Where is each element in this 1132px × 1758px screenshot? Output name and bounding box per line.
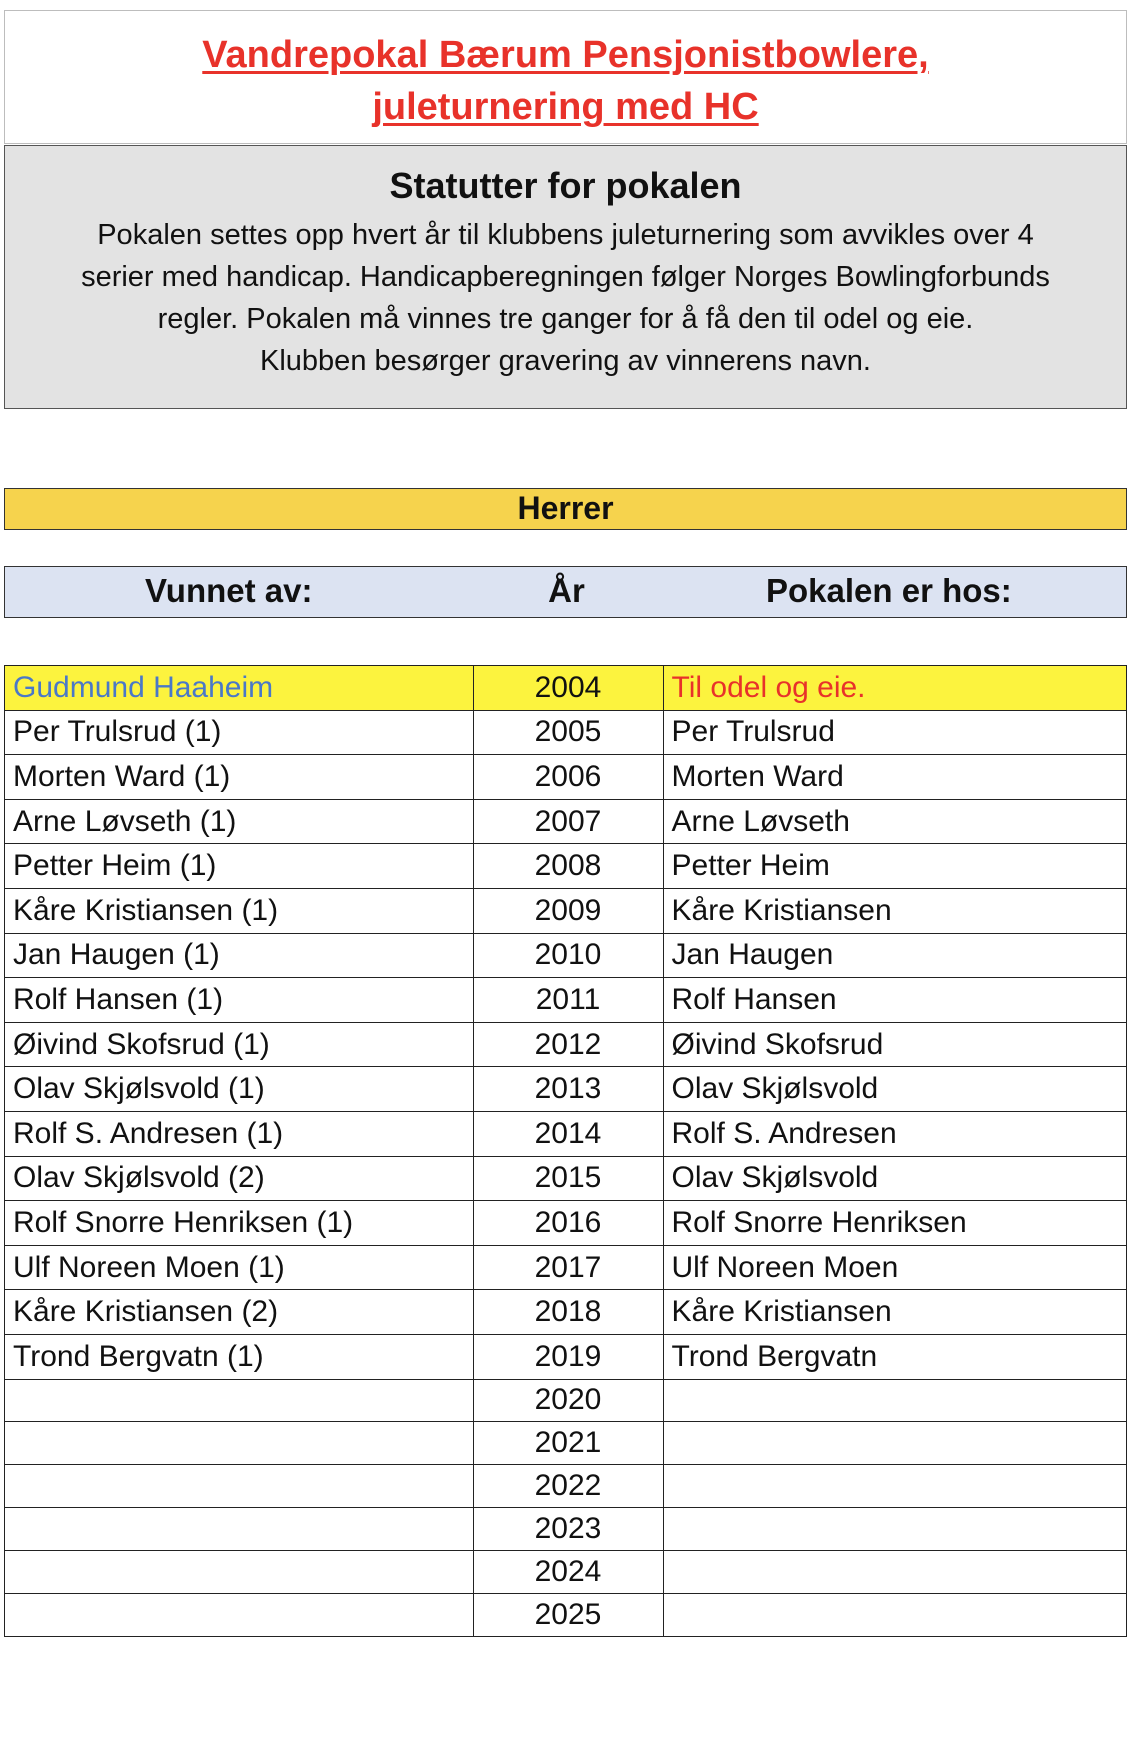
year-cell: 2009: [473, 888, 663, 933]
year-cell: 2017: [473, 1245, 663, 1290]
year-cell: 2023: [473, 1508, 663, 1551]
holder-cell: Olav Skjølsvold: [663, 1156, 1126, 1201]
winner-cell: [5, 1508, 474, 1551]
winner-cell: Jan Haugen (1): [5, 933, 474, 978]
winner-cell: Arne Løvseth (1): [5, 799, 474, 844]
table-row: [5, 799, 1127, 844]
year-cell: 2010: [473, 933, 663, 978]
year-cell: 2019: [473, 1334, 663, 1379]
table-row: [5, 844, 1127, 889]
table-row: [5, 1508, 1127, 1551]
winner-cell: Rolf Hansen (1): [5, 978, 474, 1023]
table-row: [5, 1156, 1127, 1201]
holder-cell: Rolf Snorre Henriksen: [663, 1201, 1126, 1246]
year-cell: 2020: [473, 1379, 663, 1422]
winner-cell: Gudmund Haaheim: [5, 666, 474, 711]
holder-cell: [663, 1465, 1126, 1508]
winner-cell: [5, 1465, 474, 1508]
statutes-line: regler. Pokalen må vinnes tre ganger for å få den til odel og eie.: [157, 303, 974, 335]
table-row: [5, 1111, 1127, 1156]
holder-cell: [663, 1379, 1126, 1422]
table-row: [5, 1290, 1127, 1335]
column-header-year: År: [548, 572, 585, 609]
year-cell: 2014: [473, 1111, 663, 1156]
winner-cell: [5, 1422, 474, 1465]
table-row: [5, 888, 1127, 933]
table-row: [5, 978, 1127, 1023]
table-row: [5, 1465, 1127, 1508]
statutes-line: Pokalen settes opp hvert år til klubbens juleturnering som avvikles over 4: [97, 219, 1034, 251]
table-row: [5, 1201, 1127, 1246]
table-row: [5, 1551, 1127, 1594]
winner-cell: Rolf S. Andresen (1): [5, 1111, 474, 1156]
winner-cell: Kåre Kristiansen (2): [5, 1290, 474, 1335]
winners-table: [4, 665, 1127, 1637]
holder-cell: Ulf Noreen Moen: [663, 1245, 1126, 1290]
year-cell: 2007: [473, 799, 663, 844]
winner-cell: Ulf Noreen Moen (1): [5, 1245, 474, 1290]
year-cell: 2022: [473, 1465, 663, 1508]
year-cell: 2013: [473, 1067, 663, 1112]
year-cell: 2004: [473, 666, 663, 711]
holder-cell: Olav Skjølsvold: [663, 1067, 1126, 1112]
winner-cell: Per Trulsrud (1): [5, 710, 474, 755]
winner-cell: [5, 1379, 474, 1422]
column-headers: [4, 566, 1127, 618]
section-header-herrer: Herrer: [4, 488, 1127, 530]
holder-cell: Kåre Kristiansen: [663, 1290, 1126, 1335]
winner-cell: [5, 1593, 474, 1636]
holder-cell: Trond Bergvatn: [663, 1334, 1126, 1379]
holder-cell: Arne Løvseth: [663, 799, 1126, 844]
holder-cell: [663, 1551, 1126, 1594]
winner-cell: Olav Skjølsvold (1): [5, 1067, 474, 1112]
table-row: [5, 710, 1127, 755]
winner-cell: Petter Heim (1): [5, 844, 474, 889]
winner-cell: Trond Bergvatn (1): [5, 1334, 474, 1379]
year-cell: 2025: [473, 1593, 663, 1636]
holder-cell: Petter Heim: [663, 844, 1126, 889]
year-cell: 2021: [473, 1422, 663, 1465]
table-row: [5, 1379, 1127, 1422]
table-row: [5, 1334, 1127, 1379]
holder-cell: Jan Haugen: [663, 933, 1126, 978]
table-row: [5, 1593, 1127, 1636]
table-row: [5, 755, 1127, 800]
winner-cell: Morten Ward (1): [5, 755, 474, 800]
holder-cell: Rolf S. Andresen: [663, 1111, 1126, 1156]
year-cell: 2011: [473, 978, 663, 1023]
table-row: [5, 1022, 1127, 1067]
winner-cell: Øivind Skofsrud (1): [5, 1022, 474, 1067]
year-cell: 2015: [473, 1156, 663, 1201]
statutes-line: serier med handicap. Handicapberegningen følger Norges Bowlingforbunds: [81, 261, 1050, 293]
winner-cell: Kåre Kristiansen (1): [5, 888, 474, 933]
holder-cell: [663, 1593, 1126, 1636]
table-row: [5, 1422, 1127, 1465]
statutes-box: [4, 145, 1127, 409]
winner-cell: [5, 1551, 474, 1594]
year-cell: 2005: [473, 710, 663, 755]
holder-cell: Morten Ward: [663, 755, 1126, 800]
holder-cell: Til odel og eie.: [663, 666, 1126, 711]
statutes-line: Klubben besørger gravering av vinnerens navn.: [260, 345, 871, 377]
table-row: [5, 1067, 1127, 1112]
holder-cell: [663, 1422, 1126, 1465]
year-cell: 2006: [473, 755, 663, 800]
title-box: [4, 10, 1127, 144]
year-cell: 2018: [473, 1290, 663, 1335]
holder-cell: Øivind Skofsrud: [663, 1022, 1126, 1067]
year-cell: 2008: [473, 844, 663, 889]
statutes-heading: Statutter for pokalen: [389, 165, 742, 206]
winner-cell: Rolf Snorre Henriksen (1): [5, 1201, 474, 1246]
page-title-line-2: juleturnering med HC: [372, 86, 759, 128]
year-cell: 2012: [473, 1022, 663, 1067]
winner-cell: Olav Skjølsvold (2): [5, 1156, 474, 1201]
table-row: [5, 666, 1127, 711]
page-title-line-1: Vandrepokal Bærum Pensjonistbowlere,: [202, 34, 929, 76]
table-row: [5, 933, 1127, 978]
year-cell: 2024: [473, 1551, 663, 1594]
holder-cell: Per Trulsrud: [663, 710, 1126, 755]
holder-cell: Kåre Kristiansen: [663, 888, 1126, 933]
year-cell: 2016: [473, 1201, 663, 1246]
holder-cell: Rolf Hansen: [663, 978, 1126, 1023]
holder-cell: [663, 1508, 1126, 1551]
column-header-won-by: Vunnet av:: [145, 572, 313, 609]
column-header-holder: Pokalen er hos:: [766, 572, 1012, 609]
table-row: [5, 1245, 1127, 1290]
